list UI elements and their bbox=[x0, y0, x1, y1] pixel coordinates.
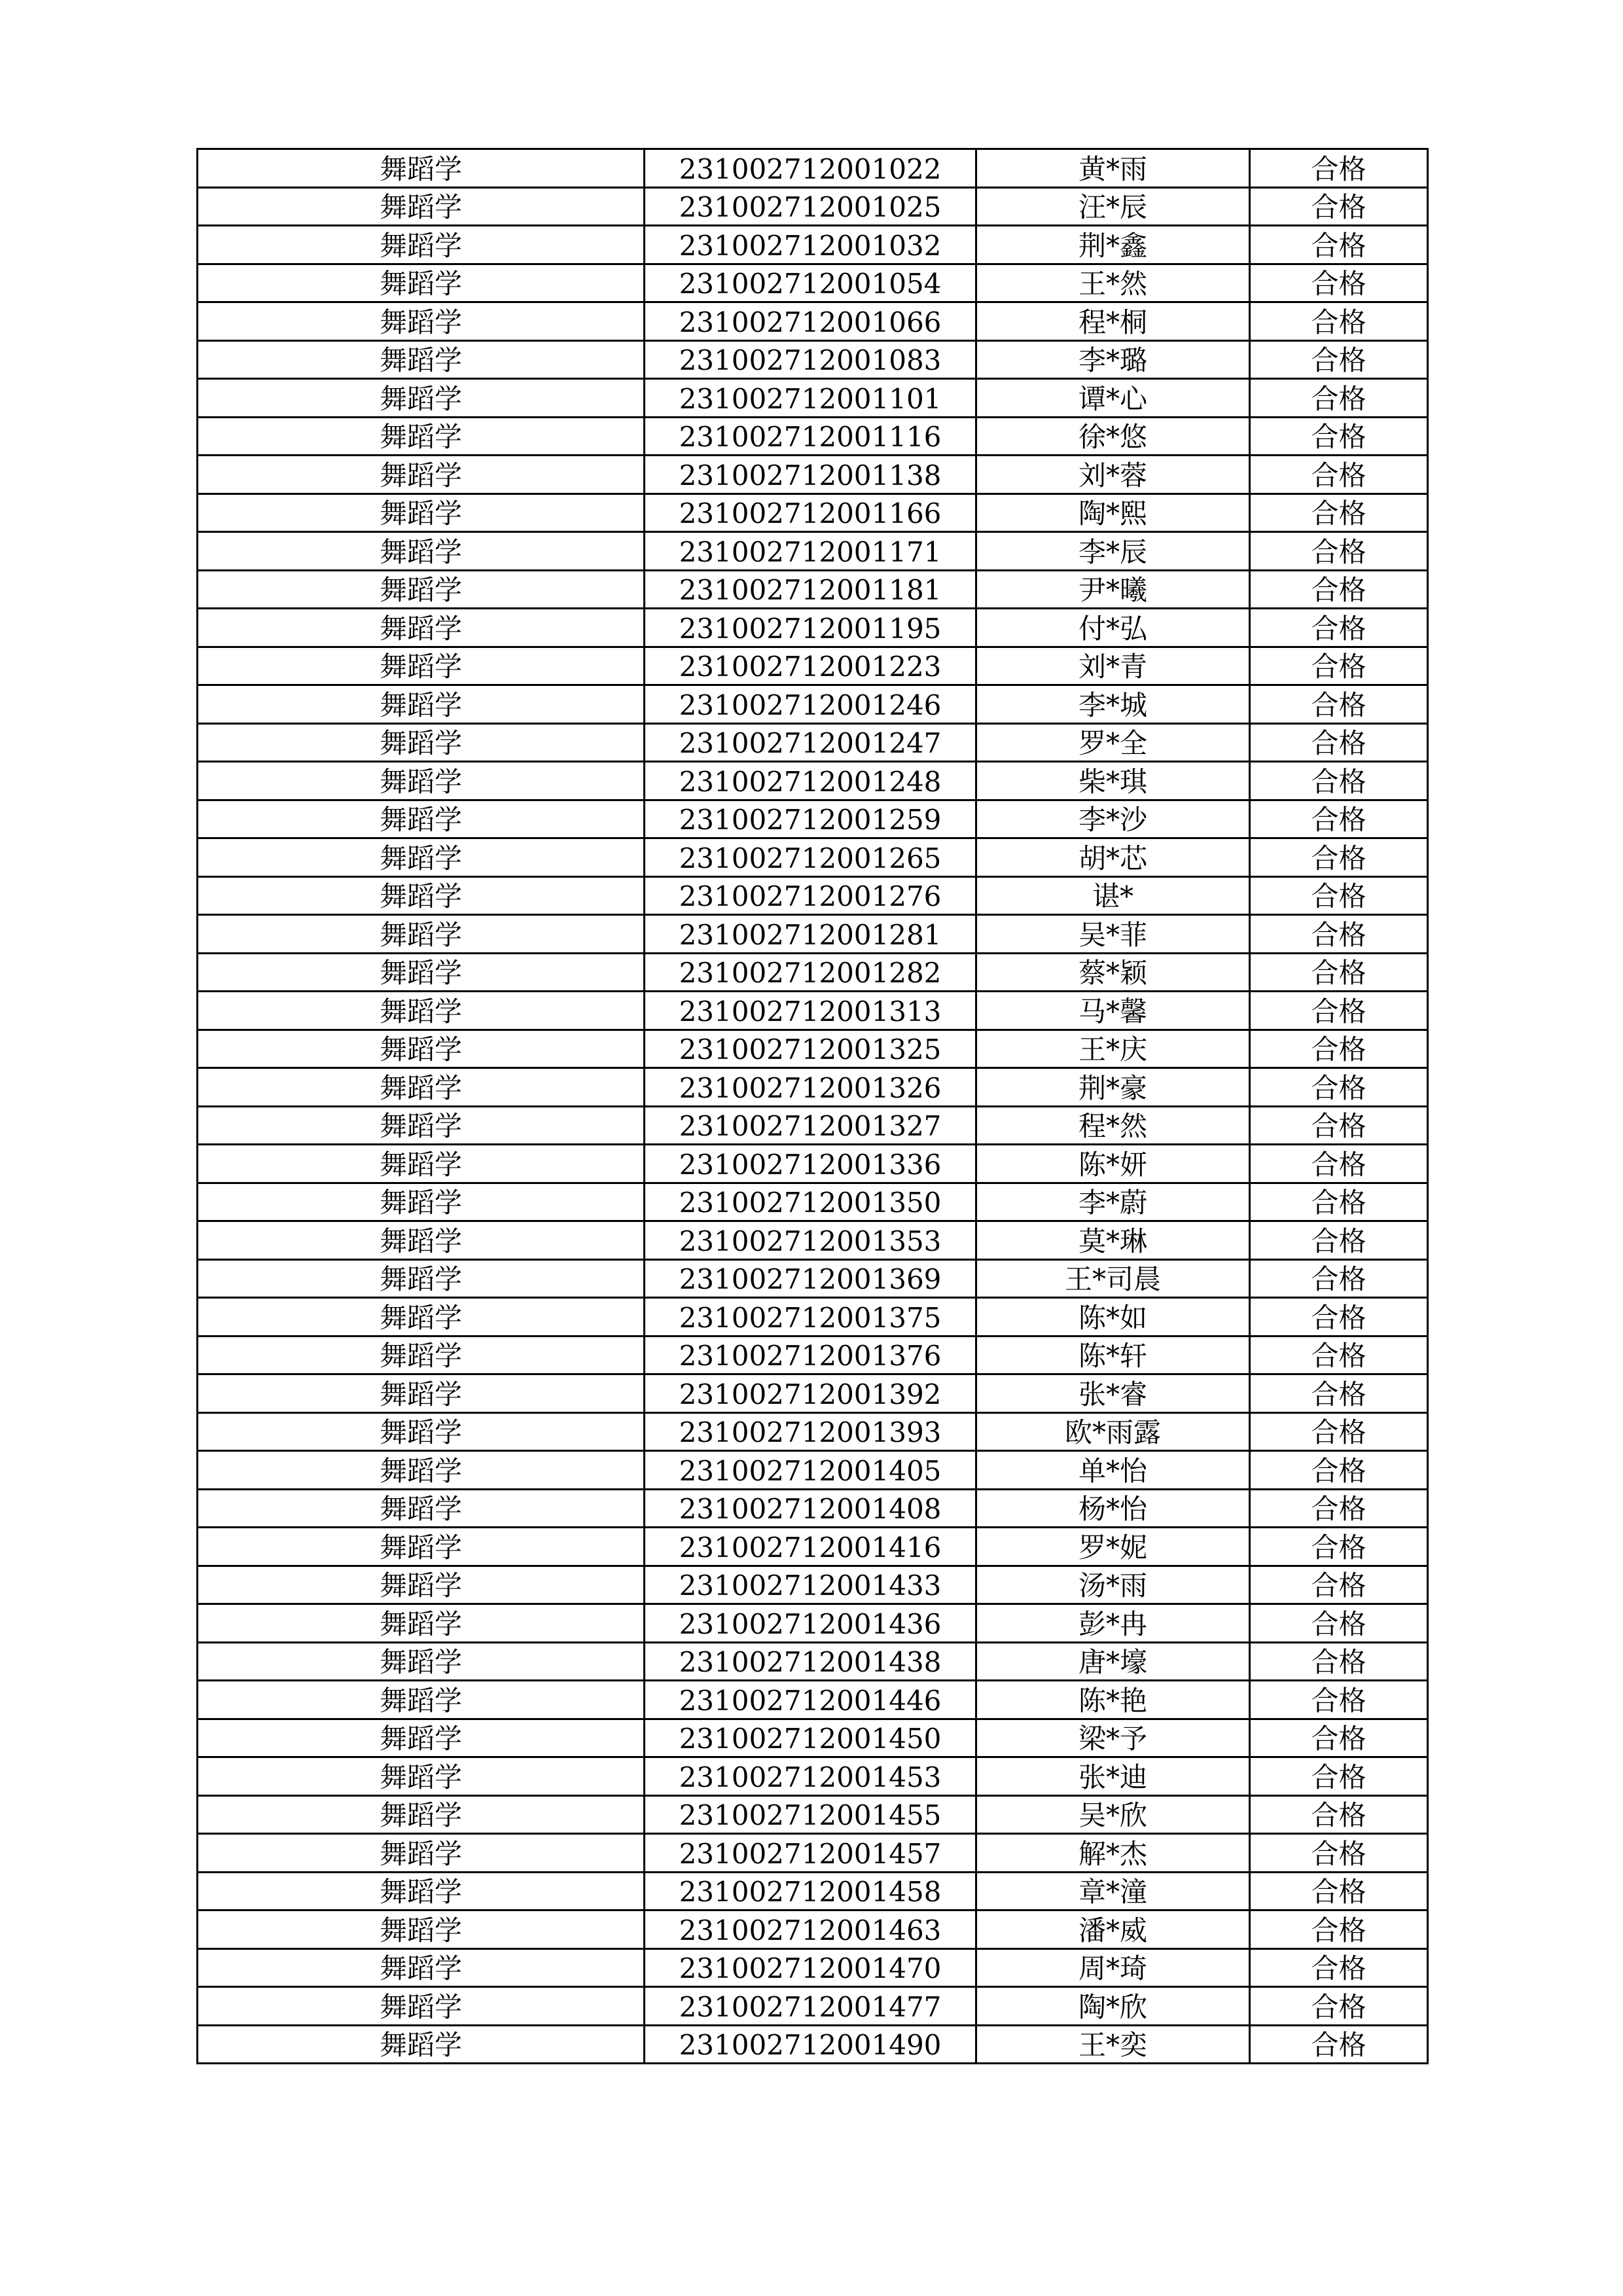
cell-exam-id: 231002712001463 bbox=[645, 1910, 976, 1949]
cell-status: 合格 bbox=[1250, 570, 1428, 609]
cell-major: 舞蹈学 bbox=[198, 532, 645, 571]
table-row bbox=[198, 1872, 1428, 1910]
table-row bbox=[198, 493, 1428, 532]
cell-status: 合格 bbox=[1250, 1948, 1428, 1987]
cell-major: 舞蹈学 bbox=[198, 1259, 645, 1298]
cell-name: 马*馨 bbox=[976, 992, 1250, 1030]
cell-major: 舞蹈学 bbox=[198, 570, 645, 609]
cell-name: 欧*雨露 bbox=[976, 1412, 1250, 1451]
cell-status: 合格 bbox=[1250, 1719, 1428, 1757]
cell-status: 合格 bbox=[1250, 187, 1428, 226]
cell-status: 合格 bbox=[1250, 723, 1428, 762]
cell-status: 合格 bbox=[1250, 1872, 1428, 1910]
table-row bbox=[198, 762, 1428, 800]
table-row bbox=[198, 1489, 1428, 1528]
cell-name: 王*司晨 bbox=[976, 1259, 1250, 1298]
cell-status: 合格 bbox=[1250, 1681, 1428, 1719]
cell-major: 舞蹈学 bbox=[198, 2025, 645, 2064]
cell-name: 周*琦 bbox=[976, 1948, 1250, 1987]
table-row bbox=[198, 685, 1428, 724]
cell-status: 合格 bbox=[1250, 800, 1428, 838]
table-row bbox=[198, 1145, 1428, 1183]
cell-status: 合格 bbox=[1250, 876, 1428, 915]
cell-status: 合格 bbox=[1250, 532, 1428, 571]
cell-name: 胡*芯 bbox=[976, 838, 1250, 877]
cell-name: 陈*轩 bbox=[976, 1336, 1250, 1374]
cell-status: 合格 bbox=[1250, 762, 1428, 800]
cell-major: 舞蹈学 bbox=[198, 1298, 645, 1336]
cell-exam-id: 231002712001470 bbox=[645, 1948, 976, 1987]
cell-exam-id: 231002712001282 bbox=[645, 953, 976, 992]
cell-major: 舞蹈学 bbox=[198, 149, 645, 188]
cell-major: 舞蹈学 bbox=[198, 1528, 645, 1566]
table-row bbox=[198, 1183, 1428, 1221]
cell-major: 舞蹈学 bbox=[198, 609, 645, 647]
cell-major: 舞蹈学 bbox=[198, 992, 645, 1030]
cell-exam-id: 231002712001246 bbox=[645, 685, 976, 724]
cell-name: 蔡*颖 bbox=[976, 953, 1250, 992]
cell-name: 陈*如 bbox=[976, 1298, 1250, 1336]
table-body bbox=[198, 149, 1428, 2064]
cell-major: 舞蹈学 bbox=[198, 1987, 645, 2026]
table-row bbox=[198, 570, 1428, 609]
cell-status: 合格 bbox=[1250, 1795, 1428, 1834]
cell-major: 舞蹈学 bbox=[198, 1604, 645, 1643]
cell-exam-id: 231002712001276 bbox=[645, 876, 976, 915]
table-row bbox=[198, 187, 1428, 226]
table-row bbox=[198, 1642, 1428, 1681]
cell-status: 合格 bbox=[1250, 264, 1428, 302]
cell-status: 合格 bbox=[1250, 1566, 1428, 1604]
cell-status: 合格 bbox=[1250, 1374, 1428, 1413]
cell-status: 合格 bbox=[1250, 1451, 1428, 1490]
cell-name: 唐*壕 bbox=[976, 1642, 1250, 1681]
cell-name: 陶*欣 bbox=[976, 1987, 1250, 2026]
cell-name: 李*城 bbox=[976, 685, 1250, 724]
cell-name: 陈*艳 bbox=[976, 1681, 1250, 1719]
cell-major: 舞蹈学 bbox=[198, 302, 645, 341]
cell-status: 合格 bbox=[1250, 1757, 1428, 1796]
cell-name: 莫*琳 bbox=[976, 1221, 1250, 1260]
cell-exam-id: 231002712001054 bbox=[645, 264, 976, 302]
table-row bbox=[198, 800, 1428, 838]
cell-status: 合格 bbox=[1250, 2025, 1428, 2064]
cell-exam-id: 231002712001405 bbox=[645, 1451, 976, 1490]
table-row bbox=[198, 1221, 1428, 1260]
cell-exam-id: 231002712001195 bbox=[645, 609, 976, 647]
cell-exam-id: 231002712001490 bbox=[645, 2025, 976, 2064]
cell-major: 舞蹈学 bbox=[198, 1106, 645, 1145]
cell-exam-id: 231002712001066 bbox=[645, 302, 976, 341]
cell-major: 舞蹈学 bbox=[198, 1221, 645, 1260]
cell-status: 合格 bbox=[1250, 1298, 1428, 1336]
cell-exam-id: 231002712001457 bbox=[645, 1834, 976, 1873]
cell-exam-id: 231002712001446 bbox=[645, 1681, 976, 1719]
cell-exam-id: 231002712001025 bbox=[645, 187, 976, 226]
cell-exam-id: 231002712001369 bbox=[645, 1259, 976, 1298]
cell-exam-id: 231002712001083 bbox=[645, 340, 976, 379]
cell-name: 张*迪 bbox=[976, 1757, 1250, 1796]
table-row bbox=[198, 1948, 1428, 1987]
table-row bbox=[198, 838, 1428, 877]
table-row bbox=[198, 1681, 1428, 1719]
cell-exam-id: 231002712001181 bbox=[645, 570, 976, 609]
cell-name: 李*蔚 bbox=[976, 1183, 1250, 1221]
cell-status: 合格 bbox=[1250, 838, 1428, 877]
table-row bbox=[198, 1336, 1428, 1374]
cell-major: 舞蹈学 bbox=[198, 1910, 645, 1949]
table-row bbox=[198, 149, 1428, 188]
cell-name: 程*然 bbox=[976, 1106, 1250, 1145]
cell-name: 潘*威 bbox=[976, 1910, 1250, 1949]
table-row bbox=[198, 2025, 1428, 2064]
cell-status: 合格 bbox=[1250, 1068, 1428, 1107]
table-row bbox=[198, 1566, 1428, 1604]
cell-status: 合格 bbox=[1250, 1987, 1428, 2026]
cell-status: 合格 bbox=[1250, 149, 1428, 188]
cell-major: 舞蹈学 bbox=[198, 187, 645, 226]
cell-name: 李*辰 bbox=[976, 532, 1250, 571]
cell-exam-id: 231002712001325 bbox=[645, 1030, 976, 1068]
cell-name: 解*杰 bbox=[976, 1834, 1250, 1873]
cell-status: 合格 bbox=[1250, 915, 1428, 954]
cell-exam-id: 231002712001327 bbox=[645, 1106, 976, 1145]
table-row bbox=[198, 1834, 1428, 1873]
cell-status: 合格 bbox=[1250, 685, 1428, 724]
table-row bbox=[198, 1719, 1428, 1757]
cell-name: 梁*予 bbox=[976, 1719, 1250, 1757]
cell-major: 舞蹈学 bbox=[198, 915, 645, 954]
cell-exam-id: 231002712001436 bbox=[645, 1604, 976, 1643]
cell-name: 吴*欣 bbox=[976, 1795, 1250, 1834]
cell-exam-id: 231002712001393 bbox=[645, 1412, 976, 1451]
cell-name: 刘*青 bbox=[976, 647, 1250, 685]
cell-major: 舞蹈学 bbox=[198, 953, 645, 992]
cell-exam-id: 231002712001350 bbox=[645, 1183, 976, 1221]
cell-name: 陈*妍 bbox=[976, 1145, 1250, 1183]
table-row bbox=[198, 1068, 1428, 1107]
cell-status: 合格 bbox=[1250, 953, 1428, 992]
table-row bbox=[198, 1259, 1428, 1298]
cell-exam-id: 231002712001458 bbox=[645, 1872, 976, 1910]
cell-status: 合格 bbox=[1250, 1642, 1428, 1681]
cell-major: 舞蹈学 bbox=[198, 1412, 645, 1451]
table-row bbox=[198, 1604, 1428, 1643]
table-row bbox=[198, 264, 1428, 302]
cell-name: 陶*熙 bbox=[976, 493, 1250, 532]
cell-status: 合格 bbox=[1250, 1030, 1428, 1068]
cell-status: 合格 bbox=[1250, 647, 1428, 685]
cell-name: 尹*曦 bbox=[976, 570, 1250, 609]
cell-status: 合格 bbox=[1250, 1183, 1428, 1221]
cell-exam-id: 231002712001281 bbox=[645, 915, 976, 954]
cell-status: 合格 bbox=[1250, 226, 1428, 264]
cell-status: 合格 bbox=[1250, 379, 1428, 418]
cell-major: 舞蹈学 bbox=[198, 1872, 645, 1910]
cell-name: 单*怡 bbox=[976, 1451, 1250, 1490]
cell-status: 合格 bbox=[1250, 609, 1428, 647]
cell-status: 合格 bbox=[1250, 340, 1428, 379]
cell-exam-id: 231002712001336 bbox=[645, 1145, 976, 1183]
cell-status: 合格 bbox=[1250, 302, 1428, 341]
cell-major: 舞蹈学 bbox=[198, 226, 645, 264]
cell-status: 合格 bbox=[1250, 1834, 1428, 1873]
cell-name: 李*璐 bbox=[976, 340, 1250, 379]
cell-name: 吴*菲 bbox=[976, 915, 1250, 954]
cell-name: 罗*全 bbox=[976, 723, 1250, 762]
cell-exam-id: 231002712001223 bbox=[645, 647, 976, 685]
cell-major: 舞蹈学 bbox=[198, 417, 645, 456]
cell-name: 彭*冉 bbox=[976, 1604, 1250, 1643]
cell-major: 舞蹈学 bbox=[198, 1374, 645, 1413]
cell-major: 舞蹈学 bbox=[198, 838, 645, 877]
cell-status: 合格 bbox=[1250, 1221, 1428, 1260]
cell-major: 舞蹈学 bbox=[198, 1834, 645, 1873]
cell-major: 舞蹈学 bbox=[198, 762, 645, 800]
cell-exam-id: 231002712001408 bbox=[645, 1489, 976, 1528]
cell-name: 谌* bbox=[976, 876, 1250, 915]
cell-status: 合格 bbox=[1250, 493, 1428, 532]
cell-name: 黄*雨 bbox=[976, 149, 1250, 188]
cell-name: 刘*蓉 bbox=[976, 456, 1250, 494]
cell-status: 合格 bbox=[1250, 417, 1428, 456]
table-row bbox=[198, 992, 1428, 1030]
cell-exam-id: 231002712001265 bbox=[645, 838, 976, 877]
cell-major: 舞蹈学 bbox=[198, 1948, 645, 1987]
table-row bbox=[198, 723, 1428, 762]
cell-name: 王*然 bbox=[976, 264, 1250, 302]
cell-name: 程*桐 bbox=[976, 302, 1250, 341]
cell-exam-id: 231002712001433 bbox=[645, 1566, 976, 1604]
cell-status: 合格 bbox=[1250, 1528, 1428, 1566]
cell-status: 合格 bbox=[1250, 1336, 1428, 1374]
table-row bbox=[198, 340, 1428, 379]
cell-exam-id: 231002712001438 bbox=[645, 1642, 976, 1681]
table-row bbox=[198, 226, 1428, 264]
cell-name: 付*弘 bbox=[976, 609, 1250, 647]
cell-name: 杨*怡 bbox=[976, 1489, 1250, 1528]
cell-major: 舞蹈学 bbox=[198, 1757, 645, 1796]
results-table bbox=[196, 148, 1429, 2064]
cell-status: 合格 bbox=[1250, 1604, 1428, 1643]
table-row bbox=[198, 1795, 1428, 1834]
cell-name: 章*潼 bbox=[976, 1872, 1250, 1910]
cell-major: 舞蹈学 bbox=[198, 685, 645, 724]
cell-major: 舞蹈学 bbox=[198, 723, 645, 762]
cell-exam-id: 231002712001455 bbox=[645, 1795, 976, 1834]
cell-major: 舞蹈学 bbox=[198, 800, 645, 838]
cell-exam-id: 231002712001116 bbox=[645, 417, 976, 456]
cell-name: 李*沙 bbox=[976, 800, 1250, 838]
table-row bbox=[198, 456, 1428, 494]
cell-major: 舞蹈学 bbox=[198, 493, 645, 532]
cell-exam-id: 231002712001022 bbox=[645, 149, 976, 188]
cell-major: 舞蹈学 bbox=[198, 456, 645, 494]
cell-name: 王*庆 bbox=[976, 1030, 1250, 1068]
table-row bbox=[198, 1030, 1428, 1068]
table-row bbox=[198, 1106, 1428, 1145]
cell-major: 舞蹈学 bbox=[198, 379, 645, 418]
cell-exam-id: 231002712001032 bbox=[645, 226, 976, 264]
table-row bbox=[198, 1298, 1428, 1336]
cell-status: 合格 bbox=[1250, 1145, 1428, 1183]
cell-name: 汤*雨 bbox=[976, 1566, 1250, 1604]
cell-name: 谭*心 bbox=[976, 379, 1250, 418]
cell-major: 舞蹈学 bbox=[198, 340, 645, 379]
table-row bbox=[198, 876, 1428, 915]
cell-exam-id: 231002712001453 bbox=[645, 1757, 976, 1796]
cell-major: 舞蹈学 bbox=[198, 264, 645, 302]
table-row bbox=[198, 953, 1428, 992]
cell-exam-id: 231002712001376 bbox=[645, 1336, 976, 1374]
cell-major: 舞蹈学 bbox=[198, 647, 645, 685]
table-row bbox=[198, 1987, 1428, 2026]
cell-name: 徐*悠 bbox=[976, 417, 1250, 456]
table-row bbox=[198, 647, 1428, 685]
cell-exam-id: 231002712001171 bbox=[645, 532, 976, 571]
cell-major: 舞蹈学 bbox=[198, 1681, 645, 1719]
cell-status: 合格 bbox=[1250, 456, 1428, 494]
cell-major: 舞蹈学 bbox=[198, 1336, 645, 1374]
cell-major: 舞蹈学 bbox=[198, 1145, 645, 1183]
table-row bbox=[198, 1374, 1428, 1413]
cell-exam-id: 231002712001138 bbox=[645, 456, 976, 494]
cell-major: 舞蹈学 bbox=[198, 1795, 645, 1834]
table-row bbox=[198, 532, 1428, 571]
cell-status: 合格 bbox=[1250, 1489, 1428, 1528]
cell-name: 荆*豪 bbox=[976, 1068, 1250, 1107]
table-row bbox=[198, 417, 1428, 456]
cell-name: 汪*辰 bbox=[976, 187, 1250, 226]
table-row bbox=[198, 1412, 1428, 1451]
cell-exam-id: 231002712001375 bbox=[645, 1298, 976, 1336]
cell-major: 舞蹈学 bbox=[198, 1030, 645, 1068]
cell-status: 合格 bbox=[1250, 1910, 1428, 1949]
cell-name: 柴*琪 bbox=[976, 762, 1250, 800]
cell-exam-id: 231002712001416 bbox=[645, 1528, 976, 1566]
cell-status: 合格 bbox=[1250, 1259, 1428, 1298]
cell-name: 荆*鑫 bbox=[976, 226, 1250, 264]
cell-major: 舞蹈学 bbox=[198, 1642, 645, 1681]
cell-major: 舞蹈学 bbox=[198, 876, 645, 915]
cell-exam-id: 231002712001166 bbox=[645, 493, 976, 532]
cell-exam-id: 231002712001101 bbox=[645, 379, 976, 418]
table-row bbox=[198, 1528, 1428, 1566]
cell-name: 王*奕 bbox=[976, 2025, 1250, 2064]
cell-exam-id: 231002712001353 bbox=[645, 1221, 976, 1260]
table-row bbox=[198, 609, 1428, 647]
cell-exam-id: 231002712001326 bbox=[645, 1068, 976, 1107]
cell-major: 舞蹈学 bbox=[198, 1489, 645, 1528]
table-row bbox=[198, 302, 1428, 341]
cell-name: 罗*妮 bbox=[976, 1528, 1250, 1566]
cell-exam-id: 231002712001392 bbox=[645, 1374, 976, 1413]
cell-exam-id: 231002712001477 bbox=[645, 1987, 976, 2026]
cell-name: 张*睿 bbox=[976, 1374, 1250, 1413]
table-row bbox=[198, 1451, 1428, 1490]
cell-exam-id: 231002712001247 bbox=[645, 723, 976, 762]
table-row bbox=[198, 915, 1428, 954]
cell-exam-id: 231002712001313 bbox=[645, 992, 976, 1030]
cell-major: 舞蹈学 bbox=[198, 1183, 645, 1221]
cell-exam-id: 231002712001248 bbox=[645, 762, 976, 800]
cell-status: 合格 bbox=[1250, 1412, 1428, 1451]
cell-status: 合格 bbox=[1250, 1106, 1428, 1145]
cell-major: 舞蹈学 bbox=[198, 1451, 645, 1490]
table-row bbox=[198, 379, 1428, 418]
cell-major: 舞蹈学 bbox=[198, 1566, 645, 1604]
cell-exam-id: 231002712001259 bbox=[645, 800, 976, 838]
table-row bbox=[198, 1757, 1428, 1796]
cell-exam-id: 231002712001450 bbox=[645, 1719, 976, 1757]
cell-status: 合格 bbox=[1250, 992, 1428, 1030]
cell-major: 舞蹈学 bbox=[198, 1719, 645, 1757]
table-row bbox=[198, 1910, 1428, 1949]
cell-major: 舞蹈学 bbox=[198, 1068, 645, 1107]
